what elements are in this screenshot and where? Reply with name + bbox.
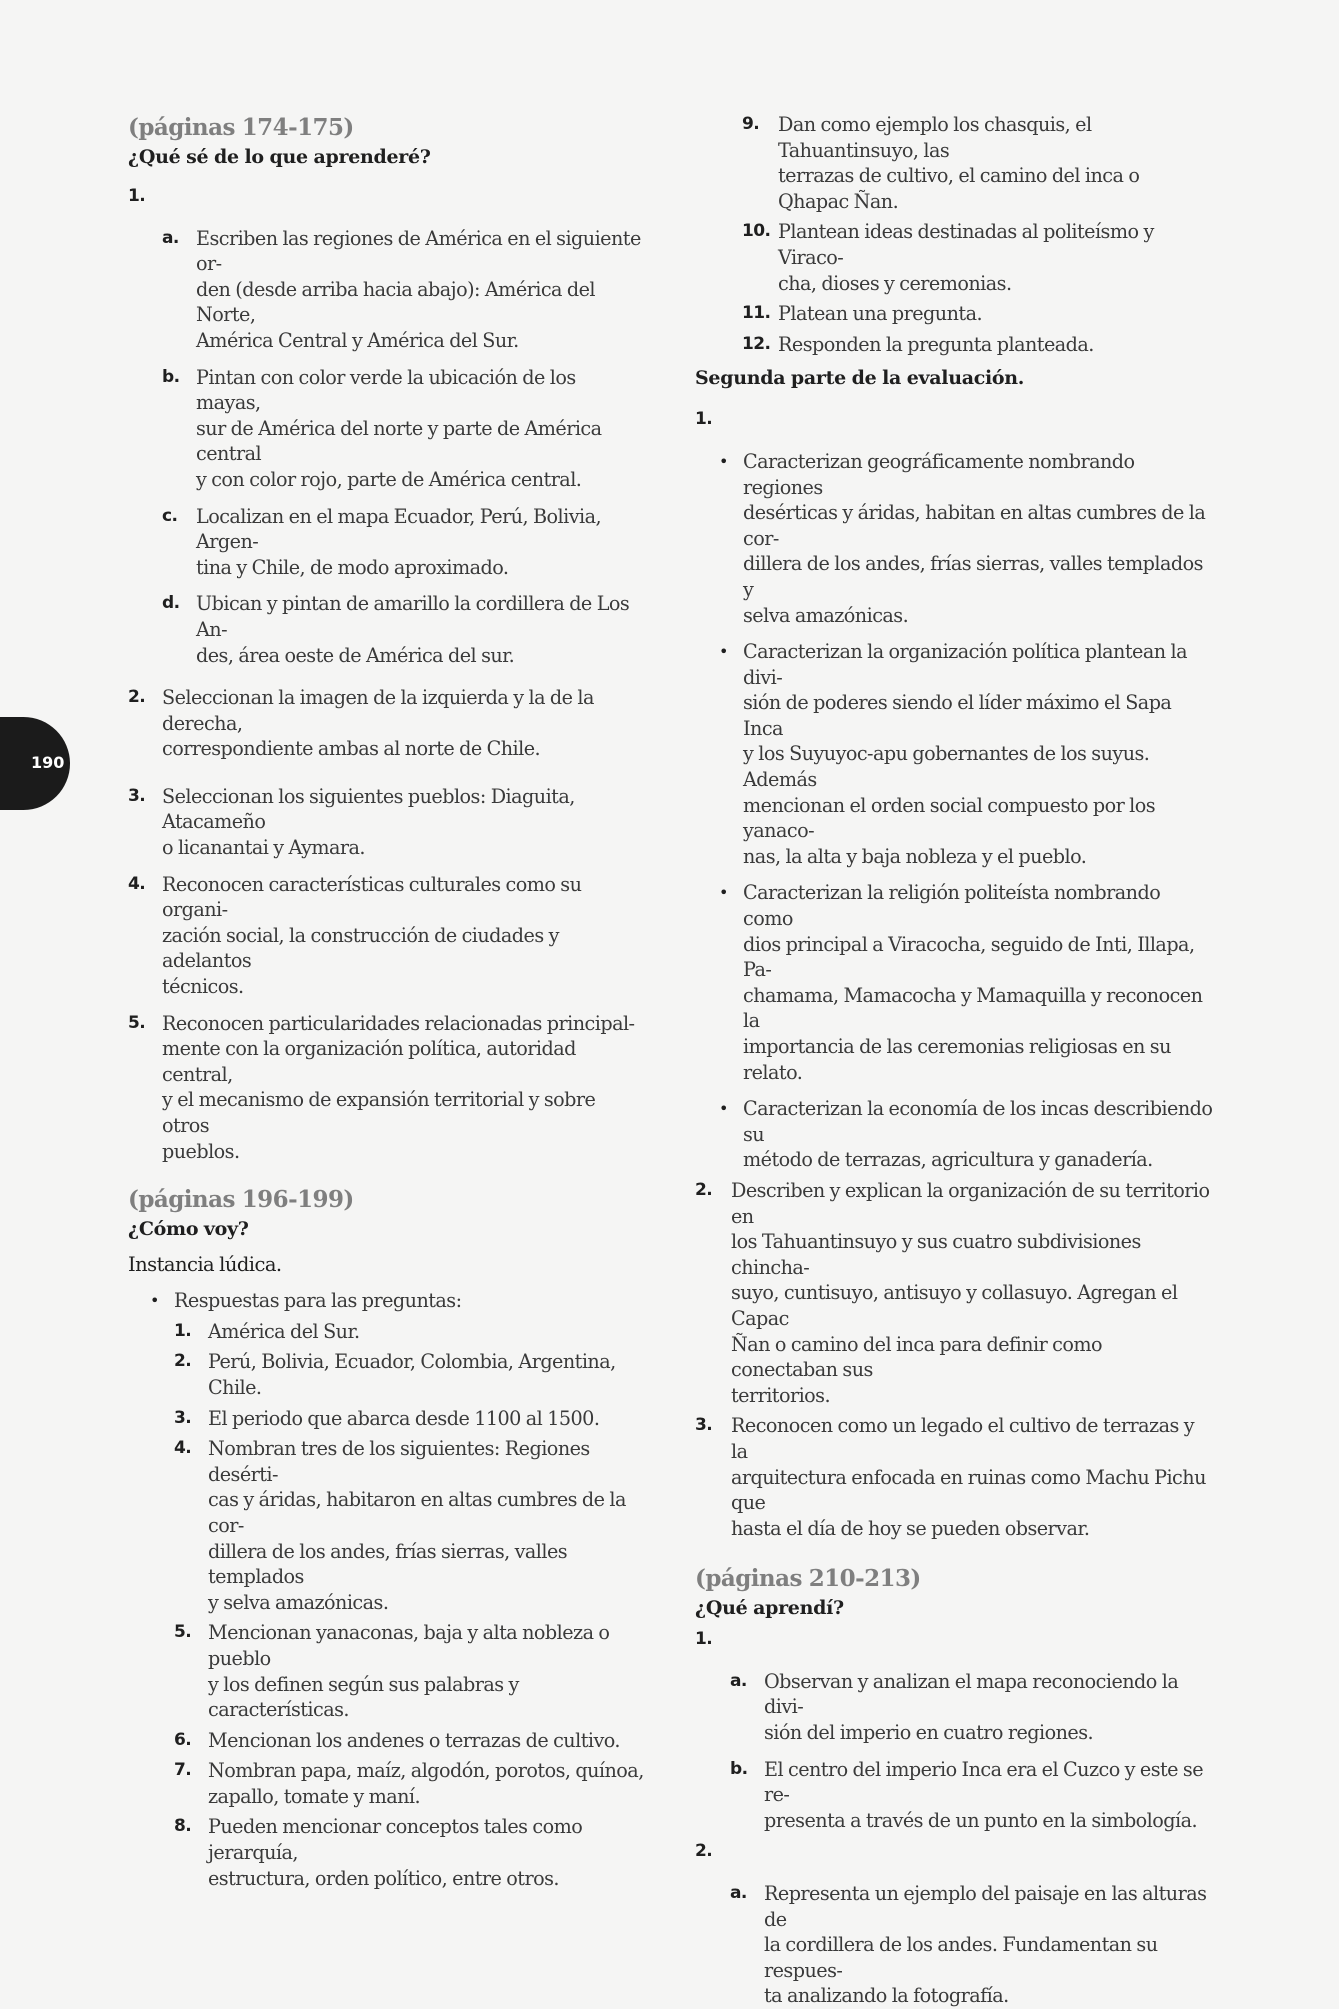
text-line: Plantean ideas destinadas al politeísmo y Viraco- — [778, 220, 1154, 269]
list-item — [128, 784, 644, 861]
text-line: Observan y analizan el mapa reconociendo la divi- — [764, 1669, 1179, 1719]
item-text — [778, 219, 1213, 296]
text-line: América Central y América del Sur. — [196, 328, 519, 352]
text-line: tina y Chile, de modo aproximado. — [196, 555, 509, 579]
item-text — [162, 784, 644, 861]
text-line: Escriben las regiones de América en el siguiente or- — [196, 226, 641, 276]
item-label: 3. — [174, 1407, 192, 1428]
item-text — [208, 1349, 644, 1400]
answer-list — [174, 1319, 644, 1891]
list-item — [174, 1758, 644, 1809]
text-line: y los definen según sus palabras y características. — [208, 1672, 519, 1722]
item-text — [208, 1728, 644, 1754]
subtitle-que-se: ¿Qué sé de lo que aprenderé? — [128, 146, 431, 168]
question-1-subitems — [162, 226, 644, 669]
bullet-item — [719, 1096, 1213, 1173]
page-number: 190 — [31, 753, 65, 772]
item-text — [731, 1413, 1213, 1541]
text-line: técnicos. — [162, 975, 244, 999]
subtitle-que-aprendi: ¿Qué aprendí? — [695, 1597, 844, 1620]
text-line: América del Sur. — [208, 1319, 360, 1343]
text-line: Platean una pregunta. — [778, 302, 983, 326]
text-line: o licanantai y Aymara. — [162, 836, 365, 860]
text-line: Pintan con color verde la ubicación de los mayas, — [196, 365, 576, 415]
item-text — [162, 872, 644, 1000]
text-line: Reconocen como un legado el cultivo de terrazas y la — [731, 1414, 1195, 1463]
text-line: correspondiente ambas al norte de Chile. — [162, 737, 541, 761]
text-line: dillera de los andes, frías sierras, valles templados y — [743, 552, 1203, 601]
item-label: 7. — [174, 1760, 192, 1781]
list-item — [174, 1728, 644, 1754]
text-line: la cordillera de los andes. Fundamentan su respues- — [764, 1933, 1158, 1982]
text-line: arquitectura enfocada en ruinas como Machu Pichu que — [731, 1465, 1206, 1515]
text-line: El centro del imperio Inca era el Cuzco y este se re- — [764, 1757, 1204, 1807]
bullet-item — [150, 1288, 644, 1314]
text-line: hasta el día de hoy se pueden observar. — [731, 1516, 1090, 1540]
text-line: sión de poderes siendo el líder máximo el Sapa Inca — [743, 691, 1172, 740]
text-line: Dan como ejemplo los chasquis, el Tahuantinsuyo, las — [778, 113, 1092, 162]
text-line: chamama, Mamacocha y Mamaquilla y reconocen la — [743, 983, 1203, 1033]
section-title-174-175: (páginas 174-175) — [128, 114, 354, 141]
item-text — [162, 685, 644, 762]
bullet-text: Respuestas para las preguntas: — [174, 1289, 462, 1313]
list-item — [128, 1011, 644, 1165]
bullet-mark: • — [719, 451, 728, 471]
text-line: método de terrazas, agricultura y ganadería. — [743, 1148, 1153, 1172]
item-text — [743, 1096, 1213, 1173]
subtitle-como-voy: ¿Cómo voy? — [128, 1218, 249, 1241]
text-line: Caracterizan la religión politeísta nombrando como — [743, 881, 1161, 931]
text-line: Seleccionan los siguientes pueblos: Diaguita, Atacameño — [162, 784, 575, 834]
question-list — [695, 1178, 1213, 1541]
bullet-item — [719, 639, 1213, 869]
text-line: pueblos. — [162, 1139, 240, 1163]
item-text — [196, 226, 644, 354]
item-text — [743, 880, 1213, 1085]
list-item — [174, 1814, 644, 1891]
item-label: b. — [730, 1758, 748, 1779]
text-line: Caracterizan la economía de los incas describiendo su — [743, 1097, 1213, 1146]
text-line: terrazas de cultivo, el camino del inca o Qhapac Ñan. — [778, 164, 1140, 213]
item-text — [208, 1814, 644, 1891]
text-line: den (desde arriba hacia abajo): América del Norte, — [196, 277, 595, 327]
question-list — [128, 685, 644, 1164]
list-item — [742, 301, 1213, 327]
item-label: 2. — [174, 1351, 192, 1372]
item-label: 4. — [174, 1438, 192, 1459]
list-item — [742, 112, 1213, 214]
text-line: Localizan en el mapa Ecuador, Perú, Bolivia, Argen- — [196, 504, 602, 554]
list-item — [174, 1436, 644, 1615]
right-column — [695, 112, 1213, 2009]
text-line: territorios. — [731, 1383, 831, 1407]
bullet-mark: • — [719, 1099, 728, 1119]
text-line: Ubican y pintan de amarillo la cordillera de Los An- — [196, 592, 630, 641]
text-line: zación social, la construcción de ciudades y adelantos — [162, 923, 559, 973]
item-label: c. — [162, 505, 178, 526]
item-label: 9. — [742, 114, 760, 134]
item-text — [196, 591, 644, 668]
text-line: los Tahuantinsuyo y sus cuatro subdivisiones chincha- — [731, 1230, 1141, 1279]
text-line: estructura, orden político, entre otros. — [208, 1866, 559, 1890]
item-text — [208, 1436, 644, 1615]
item-text — [743, 639, 1213, 869]
item-text — [208, 1620, 644, 1722]
text-line: Nombran tres de los siguientes: Regiones desérti- — [208, 1437, 590, 1486]
item-label: 6. — [174, 1729, 192, 1750]
item-text — [208, 1758, 644, 1809]
answer-list-continued — [742, 112, 1213, 357]
text-line: presenta a través de un punto en la simbología. — [764, 1808, 1198, 1832]
text-line: dios principal a Viracocha, seguido de Inti, Illapa, Pa- — [743, 932, 1195, 982]
text-line: y el mecanismo de expansión territorial y sobre otros — [162, 1088, 596, 1137]
segunda-parte-title: Segunda parte de la evaluación. — [695, 367, 1025, 390]
question-number: 1. — [695, 409, 713, 430]
text-line: selva amazónicas. — [743, 603, 909, 627]
left-column — [128, 112, 644, 1891]
text-line: mente con la organización política, autoridad central, — [162, 1037, 576, 1086]
list-item — [162, 504, 644, 581]
item-label: 10. — [742, 221, 771, 242]
bullet-item — [719, 449, 1213, 628]
question-1-subitems — [730, 1669, 1213, 1834]
list-item — [162, 365, 644, 493]
item-label: 2. — [695, 1179, 713, 1200]
text-line: Reconocen particularidades relacionadas principal- — [162, 1011, 635, 1035]
text-line: des, área oeste de América del sur. — [196, 643, 515, 667]
text-line: Representa un ejemplo del paisaje en las alturas de — [764, 1882, 1207, 1931]
text-line: zapallo, tomate y maní. — [208, 1784, 421, 1808]
text-line: Describen y explican la organización de su territorio en — [731, 1178, 1210, 1228]
item-label: 5. — [174, 1622, 192, 1643]
list-item — [742, 219, 1213, 296]
item-label: 3. — [128, 785, 146, 806]
item-text — [196, 504, 644, 581]
text-line: y selva amazónicas. — [208, 1590, 389, 1614]
list-item — [174, 1349, 644, 1400]
list-item — [174, 1620, 644, 1722]
item-label: 12. — [742, 333, 771, 354]
section-title-210-213: (páginas 210-213) — [695, 1565, 921, 1593]
list-item — [730, 1757, 1213, 1834]
text-line: cas y áridas, habitaron en altas cumbres de la cor- — [208, 1488, 626, 1537]
page-number-tab — [0, 717, 70, 810]
item-label: 5. — [128, 1012, 146, 1033]
text-line: sur de América del norte y parte de América central — [196, 416, 602, 466]
item-text — [196, 365, 644, 493]
list-item — [174, 1319, 644, 1345]
question-number: 1. — [128, 186, 146, 206]
text-line: mencionan el orden social compuesto por los yanaco- — [743, 793, 1156, 843]
list-item — [162, 226, 644, 354]
item-text — [208, 1319, 644, 1345]
text-line: y los Suyuyoc-apu gobernantes de los suyus. Además — [743, 742, 1150, 792]
instancia-ludica: Instancia lúdica. — [128, 1253, 282, 1277]
text-line: Mencionan los andenes o terrazas de cultivo. — [208, 1728, 620, 1752]
item-text — [208, 1406, 644, 1432]
item-text — [764, 1881, 1213, 2009]
item-label: b. — [162, 366, 180, 387]
bullet-item — [719, 880, 1213, 1085]
text-line: Ñan o camino del inca para definir como conectaban sus — [731, 1332, 1102, 1382]
text-line: cha, dioses y ceremonias. — [778, 271, 1012, 295]
question-number: 1. — [695, 1629, 713, 1650]
bullet-list — [719, 449, 1213, 1173]
item-label: 8. — [174, 1816, 192, 1837]
text-line: importancia de las ceremonias religiosas en su relato. — [743, 1035, 1171, 1084]
item-label: 1. — [174, 1320, 192, 1341]
item-text — [162, 1011, 644, 1165]
bullet-mark: • — [719, 642, 728, 662]
text-line: Mencionan yanaconas, baja y alta nobleza o pueblo — [208, 1621, 610, 1670]
item-label: a. — [162, 227, 179, 248]
item-label: a. — [730, 1883, 747, 1904]
text-line: ta analizando la fotografía. — [764, 1984, 1009, 2008]
list-item — [742, 332, 1213, 358]
list-item — [695, 1178, 1213, 1408]
list-item — [174, 1406, 644, 1432]
bullet-mark: • — [719, 883, 728, 903]
section-title-196-199: (páginas 196-199) — [128, 1186, 354, 1214]
list-item — [128, 685, 644, 762]
list-item — [730, 1881, 1213, 2009]
text-line: sión del imperio en cuatro regiones. — [764, 1721, 1094, 1745]
item-text — [778, 332, 1213, 358]
item-text — [778, 112, 1213, 214]
bullet-mark: • — [150, 1291, 159, 1311]
item-text — [764, 1669, 1213, 1746]
item-text — [731, 1178, 1213, 1408]
text-line: Reconocen características culturales como su organi- — [162, 872, 582, 922]
text-line: y con color rojo, parte de América central. — [196, 467, 582, 491]
question-number: 2. — [695, 1841, 713, 1862]
item-text — [764, 1757, 1213, 1834]
text-line: Seleccionan la imagen de la izquierda y la de la derecha, — [162, 686, 594, 735]
item-label: d. — [162, 593, 180, 614]
text-line: nas, la alta y baja nobleza y el pueblo. — [743, 844, 1087, 868]
text-line: Caracterizan geográficamente nombrando regiones — [743, 449, 1135, 499]
item-text — [743, 449, 1213, 628]
text-line: Perú, Bolivia, Ecuador, Colombia, Argentina, Chile. — [208, 1350, 616, 1399]
list-item — [730, 1669, 1213, 1746]
list-item — [695, 1413, 1213, 1541]
text-line: desérticas y áridas, habitan en altas cumbres de la cor- — [743, 501, 1206, 550]
text-line: Caracterizan la organización política plantean la divi- — [743, 640, 1187, 689]
question-2-subitems — [730, 1881, 1213, 2009]
text-line: Pueden mencionar conceptos tales como jerarquía, — [208, 1815, 583, 1865]
text-line: suyo, cuntisuyo, antisuyo y collasuyo. Agregan el Capac — [731, 1281, 1178, 1330]
text-line: Responden la pregunta planteada. — [778, 332, 1094, 356]
list-item — [128, 872, 644, 1000]
item-label: 4. — [128, 873, 146, 894]
item-label: 3. — [695, 1415, 713, 1436]
item-label: 2. — [128, 687, 146, 708]
item-label: 11. — [742, 303, 771, 324]
text-line: Nombran papa, maíz, algodón, porotos, quínoa, — [208, 1759, 644, 1783]
item-label: a. — [730, 1670, 747, 1691]
text-line: El periodo que abarca desde 1100 al 1500. — [208, 1406, 600, 1430]
item-text — [778, 301, 1213, 327]
list-item — [162, 591, 644, 668]
text-line: dillera de los andes, frías sierras, valles templados — [208, 1539, 568, 1589]
